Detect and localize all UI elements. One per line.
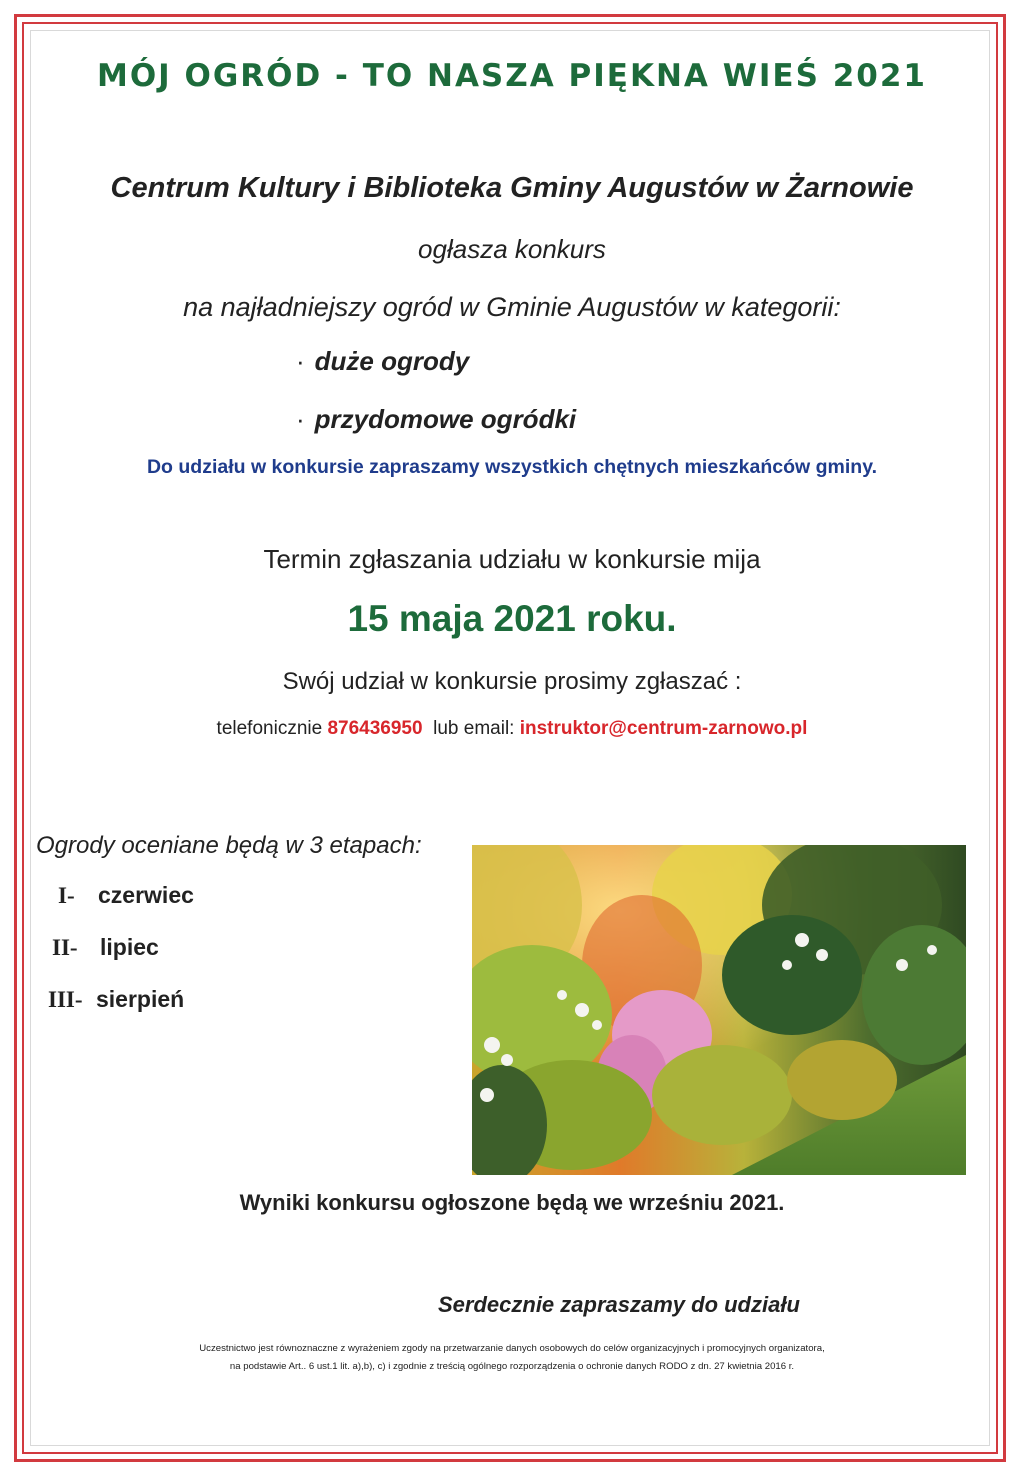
- organizer-name: Centrum Kultury i Biblioteka Gminy Augustów w Żarnowie: [110, 172, 914, 204]
- stage-number: I-: [58, 883, 75, 908]
- poster-title: MÓJ OGRÓD - TO NASZA PIĘKNA WIEŚ 2021: [96, 58, 928, 94]
- stages-intro: Ogrody oceniane będą w 3 etapach:: [36, 832, 422, 859]
- category-label: duże ogrody: [314, 346, 470, 376]
- contact-line: [40, 718, 984, 740]
- apply-text: Swój udział w konkursie prosimy zgłaszać :: [282, 668, 742, 695]
- legal-line: na podstawie Art.. 6 ust.1 lit. a),b), c) i zgodnie z treścią ogólnego rozporządzenia o ochronie danych RODO z dn. 27 kwietnia 2016 r.: [229, 1361, 795, 1372]
- bullet-icon: ·: [296, 346, 305, 376]
- stage-item: [52, 934, 159, 961]
- announcement-line: ogłasza konkurs: [418, 234, 606, 264]
- results-announcement: Wyniki konkursu ogłoszone będą we wrześniu 2021.: [239, 1190, 785, 1215]
- legal-notice: [40, 1340, 984, 1376]
- category-item: [296, 346, 469, 377]
- email-address: instruktor@centrum-zarnowo.pl: [519, 718, 808, 739]
- stage-item: [48, 986, 184, 1013]
- deadline-date: 15 maja 2021 roku.: [347, 598, 677, 639]
- stage-number: II-: [52, 935, 78, 960]
- category-item: [296, 404, 576, 435]
- stage-month: lipiec: [100, 934, 159, 960]
- email-label: lub email:: [433, 718, 515, 739]
- bullet-icon: ·: [296, 404, 305, 434]
- invitation-text: Do udziału w konkursie zapraszamy wszystkich chętnych mieszkańców gminy.: [146, 456, 878, 478]
- contest-subject: na najładniejszy ogród w Gminie Augustów w kategorii:: [183, 292, 841, 322]
- legal-line: Uczestnictwo jest równoznaczne z wyrażeniem zgody na przetwarzanie danych osobowych do celów organizacyjnych i promocyjnych organizatora,: [199, 1343, 825, 1354]
- stage-month: czerwiec: [98, 882, 194, 908]
- garden-photo: [472, 845, 966, 1175]
- stage-month: sierpień: [96, 986, 185, 1012]
- stage-item: [58, 882, 194, 909]
- closing-invitation: Serdecznie zapraszamy do udziału: [438, 1292, 800, 1317]
- phone-label: telefonicznie: [216, 718, 323, 739]
- phone-number: 876436950: [327, 718, 423, 739]
- deadline-intro: Termin zgłaszania udziału w konkursie mija: [263, 544, 761, 574]
- category-label: przydomowe ogródki: [314, 404, 577, 434]
- stage-number: III-: [48, 987, 83, 1012]
